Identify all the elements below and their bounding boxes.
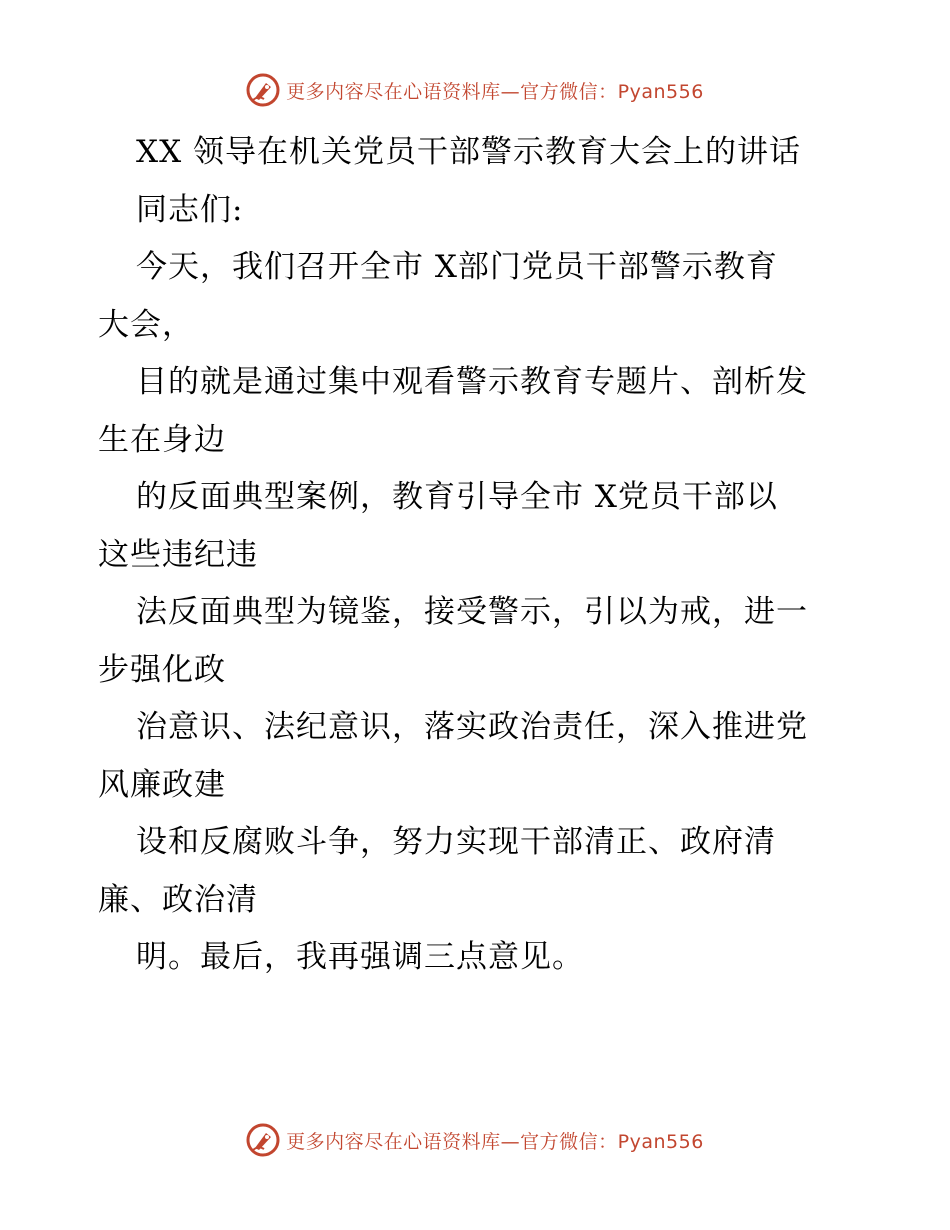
paragraph-line: 法反面典型为镜鉴，接受警示，引以为戒，进一 <box>136 594 808 630</box>
banner-inner <box>246 1123 704 1157</box>
paragraph-line: 同志们: <box>136 191 244 228</box>
paragraph-line: 风廉政建 <box>98 766 226 803</box>
document-body <box>98 124 858 987</box>
header-banner <box>0 70 950 110</box>
paragraph-line: 明。最后，我再强调三点意见。 <box>136 939 584 975</box>
pen-nib-logo-icon <box>246 73 280 107</box>
paragraph-line: 今天，我们召开全市 X部门党员干部警示教育 <box>136 249 778 285</box>
paragraph-line: 这些违纪违 <box>98 536 258 573</box>
pen-nib-logo-icon <box>246 1123 280 1157</box>
paragraph-line: 的反面典型案例，教育引导全市 X党员干部以 <box>136 479 778 515</box>
paragraph-line: 步强化政 <box>98 651 226 688</box>
banner-inner <box>246 73 704 107</box>
paragraph-line: 大会， <box>98 306 194 343</box>
document-title: XX 领导在机关党员干部警示教育大会上的讲话 <box>136 134 801 170</box>
paragraph-line: 廉、政治清 <box>98 881 258 918</box>
paragraph-line: 目的就是通过集中观看警示教育专题片、剖析发 <box>136 364 808 400</box>
banner-text: 更多内容尽在心语资料库—官方微信：Pyan556 <box>286 80 704 103</box>
paragraph-line: 治意识、法纪意识，落实政治责任，深入推进党 <box>136 709 808 745</box>
banner-text: 更多内容尽在心语资料库—官方微信：Pyan556 <box>286 1130 704 1153</box>
paragraph-line: 设和反腐败斗争，努力实现干部清正、政府清 <box>136 824 776 860</box>
paragraph-line: 生在身边 <box>98 421 226 458</box>
footer-banner <box>0 1120 950 1160</box>
